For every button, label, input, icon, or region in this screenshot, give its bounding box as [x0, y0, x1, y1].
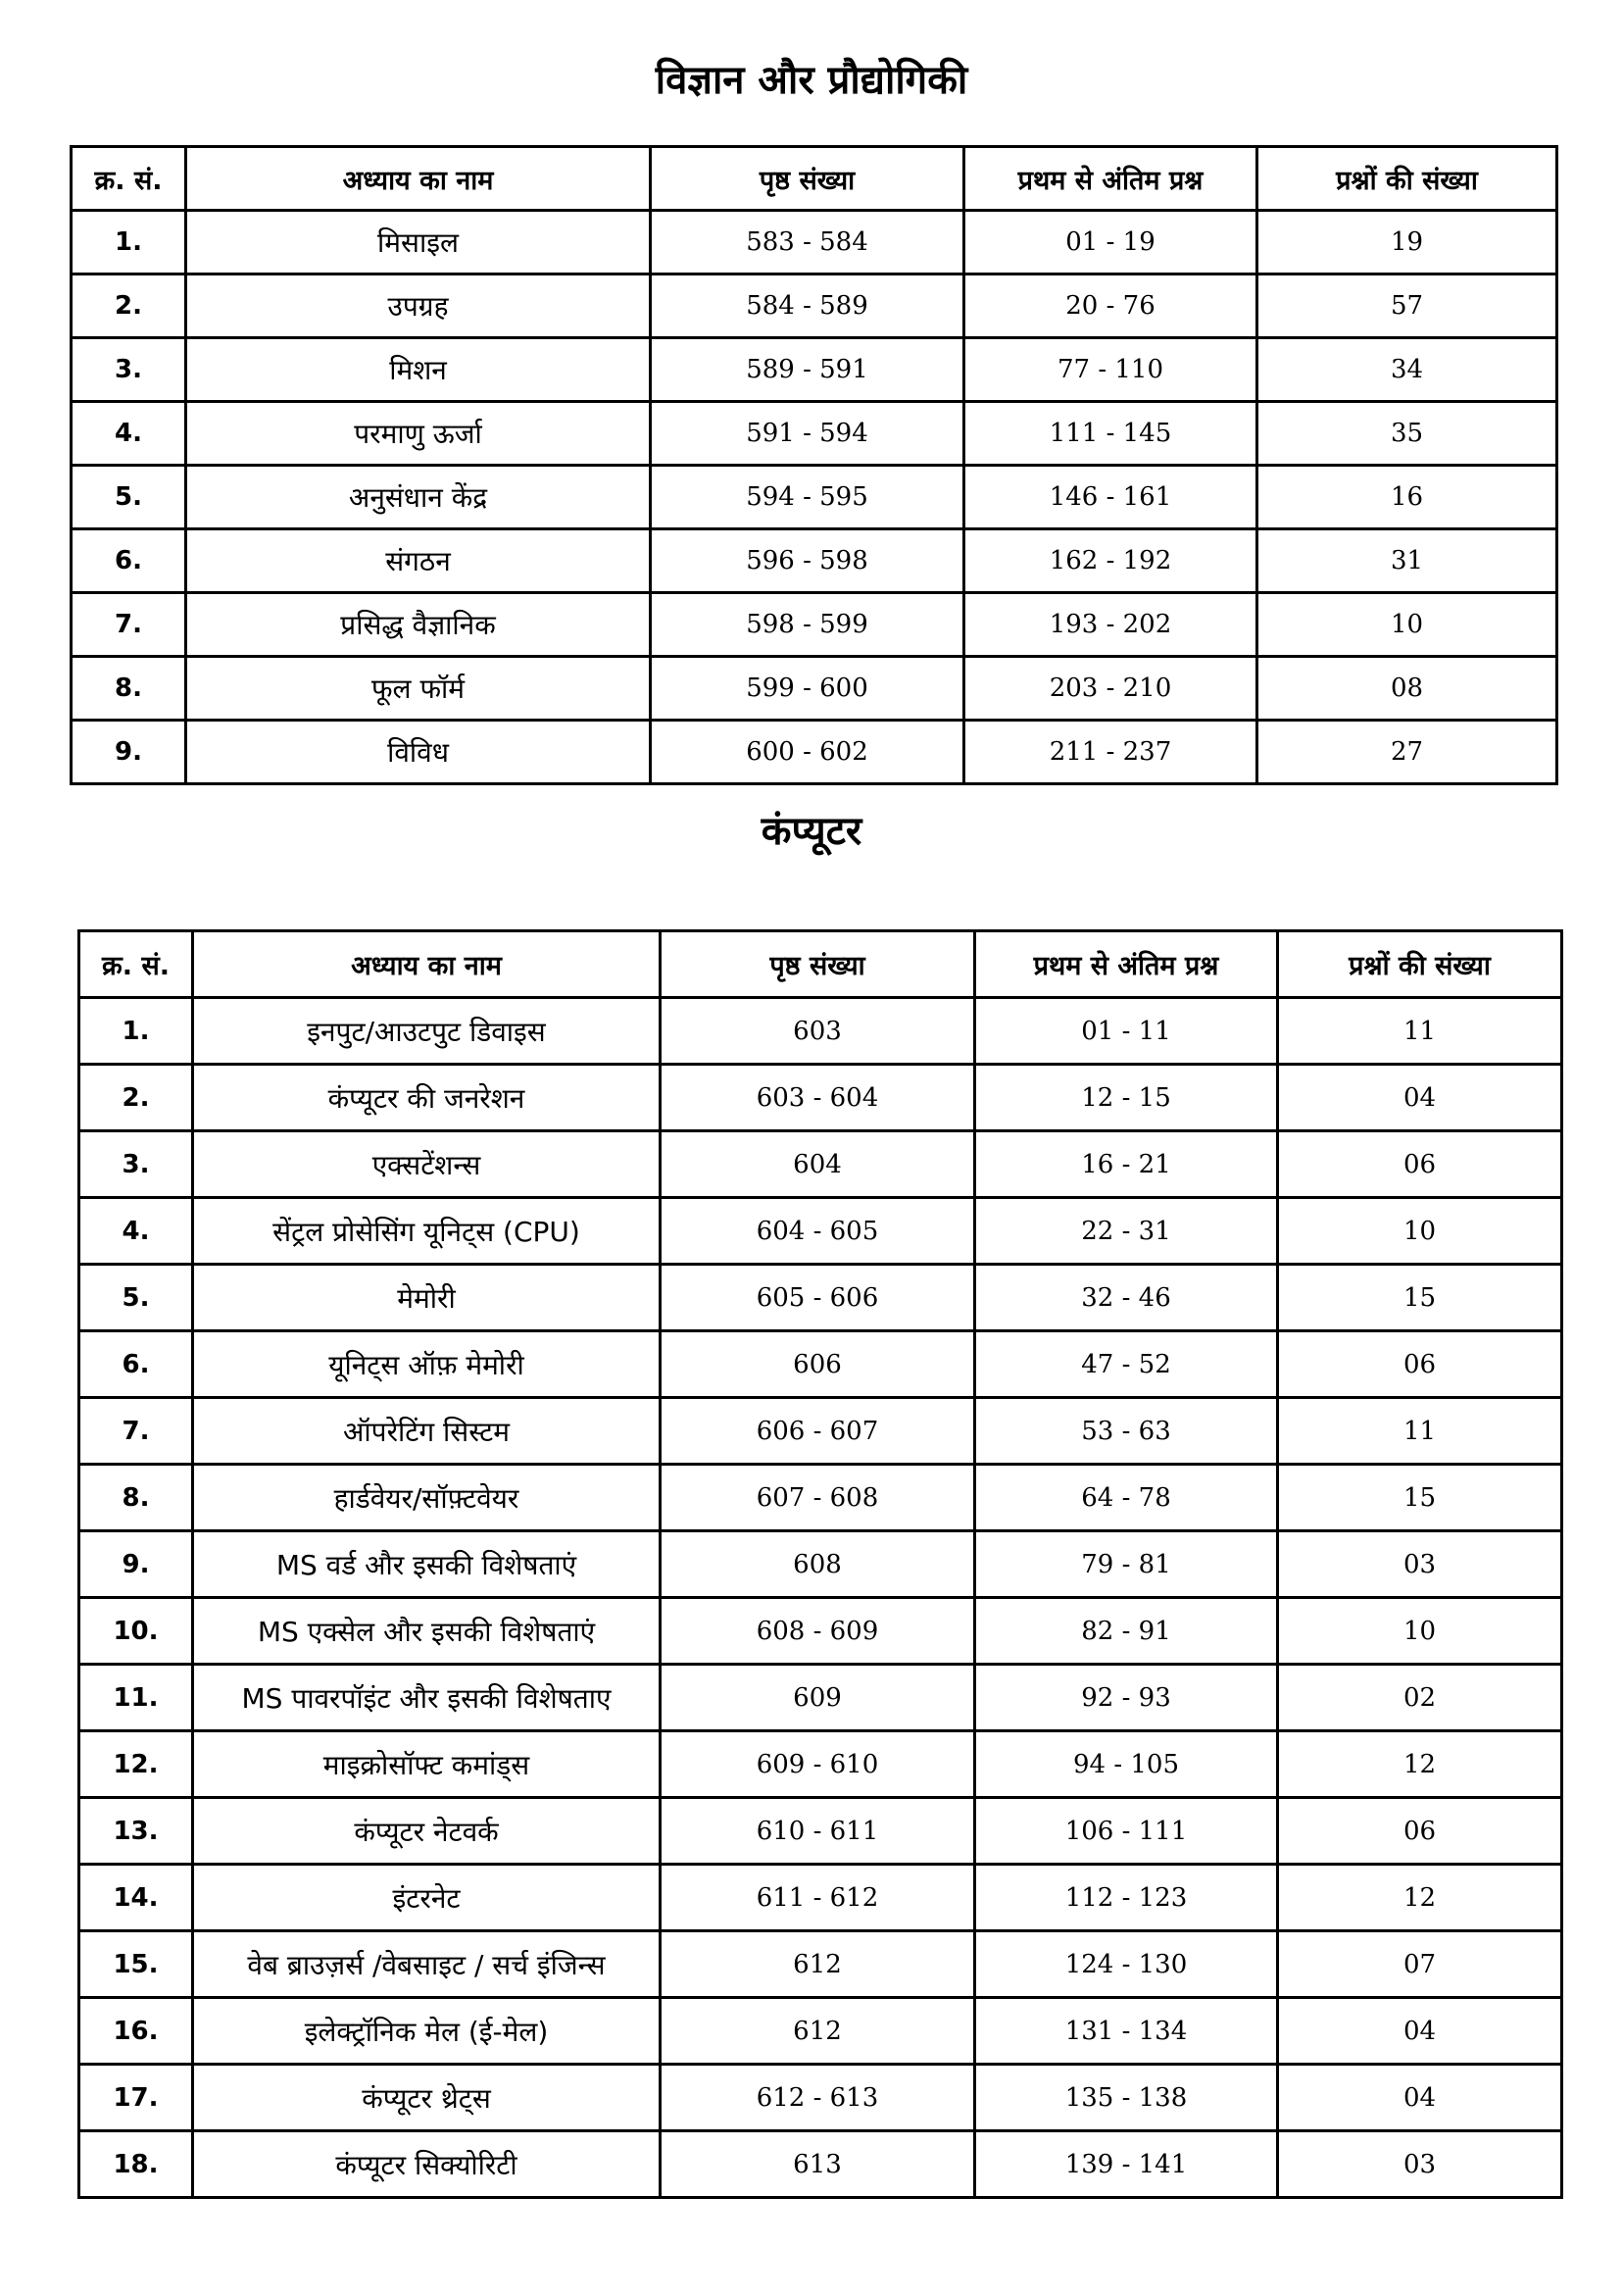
serial-number-cell: 17. — [79, 2065, 193, 2131]
question-range-cell: 106 - 111 — [975, 1798, 1278, 1865]
serial-number-cell: 3. — [79, 1131, 193, 1198]
question-range-cell: 12 - 15 — [975, 1065, 1278, 1131]
serial-number-cell: 4. — [72, 402, 186, 466]
question-range-cell: 193 - 202 — [964, 593, 1257, 657]
page-numbers-cell: 605 - 606 — [661, 1265, 975, 1331]
question-count-cell: 04 — [1278, 1998, 1562, 2065]
question-count-cell: 03 — [1278, 2131, 1562, 2198]
page-numbers-cell: 609 — [661, 1665, 975, 1731]
chapter-name-cell: इलेक्ट्रॉनिक मेल (ई-मेल) — [193, 1998, 661, 2065]
page-numbers-cell: 603 - 604 — [661, 1065, 975, 1131]
table-row — [79, 1731, 1562, 1798]
page-numbers-cell: 584 - 589 — [651, 275, 964, 338]
table-row — [79, 1531, 1562, 1598]
table-row — [79, 1465, 1562, 1531]
computer-table — [77, 929, 1563, 2199]
table-row — [79, 1065, 1562, 1131]
question-count-cell: 15 — [1278, 1465, 1562, 1531]
serial-number-cell: 12. — [79, 1731, 193, 1798]
question-range-cell: 82 - 91 — [975, 1598, 1278, 1665]
question-count-cell: 10 — [1278, 1198, 1562, 1265]
question-range-cell: 92 - 93 — [975, 1665, 1278, 1731]
question-range-cell: 112 - 123 — [975, 1865, 1278, 1931]
question-count-cell: 06 — [1278, 1331, 1562, 1398]
question-range-cell: 53 - 63 — [975, 1398, 1278, 1465]
chapter-name-cell: प्रसिद्ध वैज्ञानिक — [186, 593, 651, 657]
page-numbers-cell: 611 - 612 — [661, 1865, 975, 1931]
serial-number-cell: 1. — [72, 211, 186, 275]
question-range-cell: 32 - 46 — [975, 1265, 1278, 1331]
serial-number-cell: 7. — [79, 1398, 193, 1465]
table-row — [72, 402, 1557, 466]
chapter-name-cell: परमाणु ऊर्जा — [186, 402, 651, 466]
question-range-cell: 135 - 138 — [975, 2065, 1278, 2131]
serial-number-cell: 16. — [79, 1998, 193, 2065]
page-numbers-cell: 598 - 599 — [651, 593, 964, 657]
page-numbers-cell: 612 — [661, 1931, 975, 1998]
chapter-name-cell: एक्सटेंशन्स — [193, 1131, 661, 1198]
chapter-name-cell: कंप्यूटर थ्रेट्स — [193, 2065, 661, 2131]
serial-number-cell: 2. — [79, 1065, 193, 1131]
chapter-name-cell: सेंट्रल प्रोसेसिंग यूनिट्स (CPU) — [193, 1198, 661, 1265]
header-serial-number: क्र. सं. — [72, 147, 186, 211]
header-question-count: प्रश्नों की संख्या — [1278, 931, 1562, 998]
question-count-cell: 06 — [1278, 1131, 1562, 1198]
table-row — [79, 1598, 1562, 1665]
serial-number-cell: 11. — [79, 1665, 193, 1731]
computer-rows — [79, 998, 1562, 2198]
chapter-name-cell: हार्डवेयर/सॉफ़्टवेयर — [193, 1465, 661, 1531]
question-range-cell: 64 - 78 — [975, 1465, 1278, 1531]
question-range-cell: 79 - 81 — [975, 1531, 1278, 1598]
chapter-name-cell: मिसाइल — [186, 211, 651, 275]
question-range-cell: 47 - 52 — [975, 1331, 1278, 1398]
chapter-name-cell: इंटरनेट — [193, 1865, 661, 1931]
question-range-cell: 162 - 192 — [964, 529, 1257, 593]
serial-number-cell: 6. — [79, 1331, 193, 1398]
chapter-name-cell: मिशन — [186, 338, 651, 402]
table-row — [72, 338, 1557, 402]
chapter-name-cell: कंप्यूटर नेटवर्क — [193, 1798, 661, 1865]
question-range-cell: 16 - 21 — [975, 1131, 1278, 1198]
page-numbers-cell: 589 - 591 — [651, 338, 964, 402]
table-row — [79, 1265, 1562, 1331]
serial-number-cell: 3. — [72, 338, 186, 402]
page-numbers-cell: 603 — [661, 998, 975, 1065]
question-range-cell: 01 - 11 — [975, 998, 1278, 1065]
table-row — [79, 1331, 1562, 1398]
header-question-range: प्रथम से अंतिम प्रश्न — [964, 147, 1257, 211]
page-numbers-cell: 604 — [661, 1131, 975, 1198]
table-row — [79, 998, 1562, 1065]
page-numbers-cell: 596 - 598 — [651, 529, 964, 593]
question-count-cell: 11 — [1278, 1398, 1562, 1465]
table-row — [79, 1798, 1562, 1865]
page-numbers-cell: 604 - 605 — [661, 1198, 975, 1265]
question-range-cell: 124 - 130 — [975, 1931, 1278, 1998]
page-numbers-cell: 594 - 595 — [651, 466, 964, 529]
question-count-cell: 03 — [1278, 1531, 1562, 1598]
page-numbers-cell: 612 — [661, 1998, 975, 2065]
table-row — [72, 529, 1557, 593]
serial-number-cell: 10. — [79, 1598, 193, 1665]
page-numbers-cell: 612 - 613 — [661, 2065, 975, 2131]
question-count-cell: 27 — [1257, 721, 1557, 784]
table-row — [72, 275, 1557, 338]
chapter-name-cell: कंप्यूटर सिक्योरिटी — [193, 2131, 661, 2198]
question-count-cell: 04 — [1278, 1065, 1562, 1131]
section-title-computer: कंप्यूटर — [761, 809, 862, 854]
chapter-name-cell: MS वर्ड और इसकी विशेषताएं — [193, 1531, 661, 1598]
serial-number-cell: 5. — [72, 466, 186, 529]
table-row — [79, 1998, 1562, 2065]
page-numbers-cell: 606 — [661, 1331, 975, 1398]
table-row — [72, 211, 1557, 275]
question-range-cell: 94 - 105 — [975, 1731, 1278, 1798]
serial-number-cell: 13. — [79, 1798, 193, 1865]
question-range-cell: 77 - 110 — [964, 338, 1257, 402]
header-page-numbers: पृष्ठ संख्या — [661, 931, 975, 998]
chapter-name-cell: उपग्रह — [186, 275, 651, 338]
table-row — [79, 2065, 1562, 2131]
serial-number-cell: 9. — [79, 1531, 193, 1598]
page-numbers-cell: 607 - 608 — [661, 1465, 975, 1531]
serial-number-cell: 5. — [79, 1265, 193, 1331]
serial-number-cell: 1. — [79, 998, 193, 1065]
question-range-cell: 146 - 161 — [964, 466, 1257, 529]
chapter-name-cell: वेब ब्राउज़र्स /वेबसाइट / सर्च इंजिन्स — [193, 1931, 661, 1998]
question-range-cell: 211 - 237 — [964, 721, 1257, 784]
table-row — [79, 1198, 1562, 1265]
chapter-name-cell: संगठन — [186, 529, 651, 593]
serial-number-cell: 7. — [72, 593, 186, 657]
question-count-cell: 08 — [1257, 657, 1557, 721]
chapter-name-cell: ऑपरेटिंग सिस्टम — [193, 1398, 661, 1465]
question-count-cell: 11 — [1278, 998, 1562, 1065]
serial-number-cell: 15. — [79, 1931, 193, 1998]
chapter-name-cell: माइक्रोसॉफ्ट कमांड्स — [193, 1731, 661, 1798]
table-row — [79, 1865, 1562, 1931]
section-title-science-technology: विज्ञान और प्रौद्योगिकी — [655, 58, 968, 103]
question-count-cell: 02 — [1278, 1665, 1562, 1731]
serial-number-cell: 2. — [72, 275, 186, 338]
page-numbers-cell: 609 - 610 — [661, 1731, 975, 1798]
header-serial-number: क्र. सं. — [79, 931, 193, 998]
header-page-numbers: पृष्ठ संख्या — [651, 147, 964, 211]
question-count-cell: 31 — [1257, 529, 1557, 593]
page-numbers-cell: 591 - 594 — [651, 402, 964, 466]
page-numbers-cell: 613 — [661, 2131, 975, 2198]
table-header-row — [79, 931, 1562, 998]
serial-number-cell: 18. — [79, 2131, 193, 2198]
table-row — [72, 657, 1557, 721]
question-count-cell: 10 — [1257, 593, 1557, 657]
chapter-name-cell: इनपुट/आउटपुट डिवाइस — [193, 998, 661, 1065]
header-question-range: प्रथम से अंतिम प्रश्न — [975, 931, 1278, 998]
question-count-cell: 07 — [1278, 1931, 1562, 1998]
page-numbers-cell: 608 - 609 — [661, 1598, 975, 1665]
question-count-cell: 35 — [1257, 402, 1557, 466]
table-row — [79, 1131, 1562, 1198]
question-range-cell: 22 - 31 — [975, 1198, 1278, 1265]
table-row — [72, 593, 1557, 657]
question-count-cell: 12 — [1278, 1731, 1562, 1798]
header-chapter-name: अध्याय का नाम — [193, 931, 661, 998]
serial-number-cell: 8. — [79, 1465, 193, 1531]
serial-number-cell: 4. — [79, 1198, 193, 1265]
page-numbers-cell: 583 - 584 — [651, 211, 964, 275]
question-range-cell: 131 - 134 — [975, 1998, 1278, 2065]
serial-number-cell: 9. — [72, 721, 186, 784]
question-count-cell: 16 — [1257, 466, 1557, 529]
question-count-cell: 15 — [1278, 1265, 1562, 1331]
chapter-name-cell: यूनिट्स ऑफ़ मेमोरी — [193, 1331, 661, 1398]
table-row — [79, 1665, 1562, 1731]
question-count-cell: 06 — [1278, 1798, 1562, 1865]
page-numbers-cell: 610 - 611 — [661, 1798, 975, 1865]
question-count-cell: 12 — [1278, 1865, 1562, 1931]
page-numbers-cell: 600 - 602 — [651, 721, 964, 784]
header-question-count: प्रश्नों की संख्या — [1257, 147, 1557, 211]
question-count-cell: 10 — [1278, 1598, 1562, 1665]
question-range-cell: 139 - 141 — [975, 2131, 1278, 2198]
question-range-cell: 111 - 145 — [964, 402, 1257, 466]
table-row — [72, 466, 1557, 529]
question-count-cell: 04 — [1278, 2065, 1562, 2131]
table-row — [72, 721, 1557, 784]
chapter-name-cell: फूल फॉर्म — [186, 657, 651, 721]
table-row — [79, 1398, 1562, 1465]
serial-number-cell: 8. — [72, 657, 186, 721]
question-range-cell: 01 - 19 — [964, 211, 1257, 275]
chapter-name-cell: मेमोरी — [193, 1265, 661, 1331]
question-count-cell: 19 — [1257, 211, 1557, 275]
question-range-cell: 203 - 210 — [964, 657, 1257, 721]
question-count-cell: 34 — [1257, 338, 1557, 402]
page-numbers-cell: 606 - 607 — [661, 1398, 975, 1465]
page-numbers-cell: 599 - 600 — [651, 657, 964, 721]
chapter-name-cell: विविध — [186, 721, 651, 784]
serial-number-cell: 14. — [79, 1865, 193, 1931]
science-technology-rows — [72, 211, 1557, 784]
header-chapter-name: अध्याय का नाम — [186, 147, 651, 211]
chapter-name-cell: कंप्यूटर की जनरेशन — [193, 1065, 661, 1131]
science-technology-table — [70, 145, 1558, 785]
chapter-name-cell: अनुसंधान केंद्र — [186, 466, 651, 529]
table-header-row — [72, 147, 1557, 211]
table-row — [79, 1931, 1562, 1998]
chapter-name-cell: MS पावरपॉइंट और इसकी विशेषताए — [193, 1665, 661, 1731]
table-row — [79, 2131, 1562, 2198]
serial-number-cell: 6. — [72, 529, 186, 593]
chapter-name-cell: MS एक्सेल और इसकी विशेषताएं — [193, 1598, 661, 1665]
question-range-cell: 20 - 76 — [964, 275, 1257, 338]
question-count-cell: 57 — [1257, 275, 1557, 338]
page-numbers-cell: 608 — [661, 1531, 975, 1598]
